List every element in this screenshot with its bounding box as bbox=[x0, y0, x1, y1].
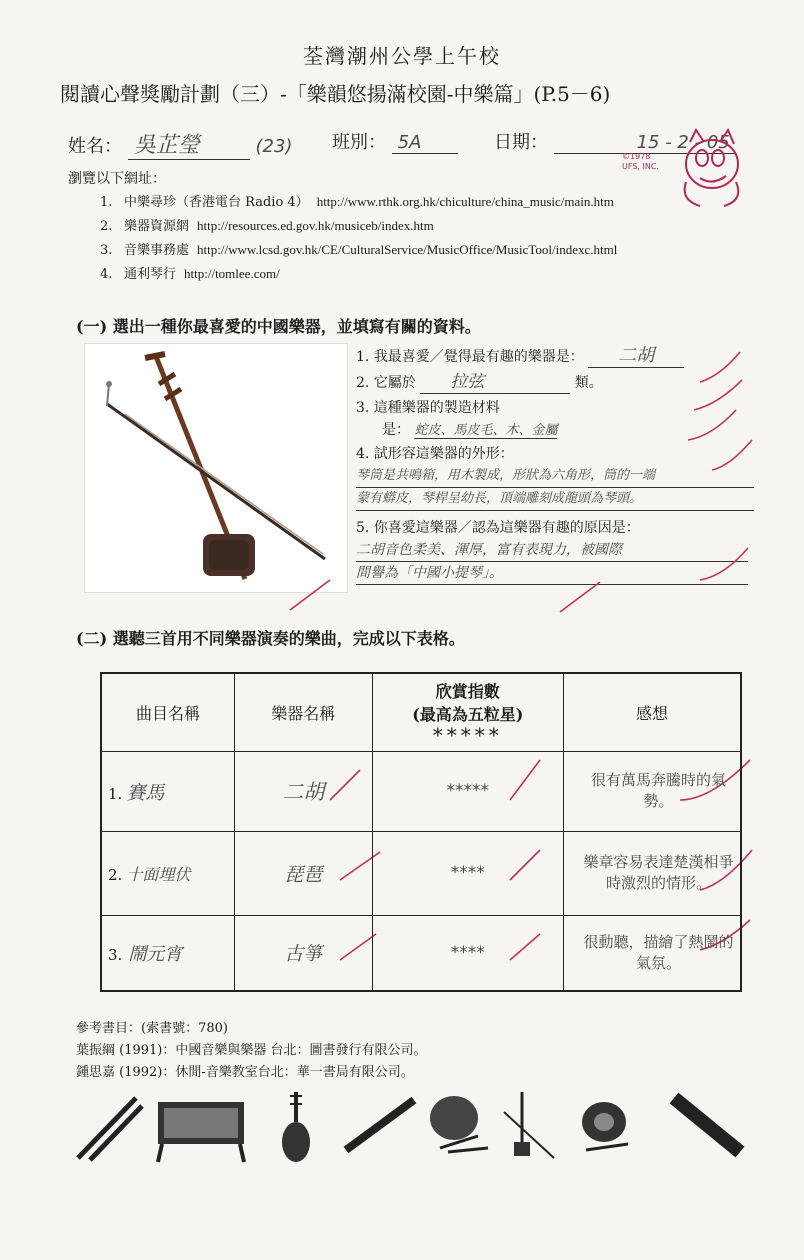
answer-5-line-1: 二胡音色柔美、渾厚，富有表現力，被國際 bbox=[356, 539, 748, 562]
references: 參考書目：(索書號：780) 葉振綱 (1991)：中國音樂與樂器 台北：圖書發行有限公司。 鍾思嘉 (1992)：休閒-音樂教室台北：華一書局有限公司。 bbox=[76, 1021, 427, 1080]
list-item: 3. 音樂事務處 http://www.lcsd.gov.hk/CE/CulturalService/MusicOffice/MusicTool/indexc.html bbox=[100, 242, 618, 258]
worksheet-title: 閱讀心聲獎勵計劃（三）-「樂韻悠揚滿校園-中樂篇」(P.5－6) bbox=[60, 82, 611, 106]
pipa-icon bbox=[282, 1092, 310, 1162]
answer-5-line-2: 間譽為「中國小提琴」。 bbox=[356, 562, 748, 585]
student-number: (23) bbox=[255, 136, 293, 157]
list-item: 4. 通利琴行 http://tomlee.com/ bbox=[100, 266, 280, 282]
date-value: 15 - 2 - 05 bbox=[554, 132, 736, 154]
answer-2: 拉弦 bbox=[420, 371, 570, 394]
table-row: 3. 鬧元宵 古箏 **** 很動聽，描繪了熱鬧的氣氛。 bbox=[101, 915, 741, 991]
erhu-icon bbox=[504, 1092, 554, 1158]
answer-4-line-2: 蒙有蟒皮，琴桿呈幼長，頂端雕刻成龍頭為琴頭。 bbox=[356, 488, 754, 511]
link[interactable]: http://tomlee.com/ bbox=[184, 266, 280, 281]
class-label: 班別： bbox=[332, 132, 386, 153]
music-table bbox=[100, 672, 742, 992]
question-5: 5. 你喜愛這樂器／認為這樂器有趣的原因是： 二胡音色柔美、渾厚，富有表現力，被國際 間譽為「中國小提琴」。 bbox=[356, 517, 756, 585]
drumsticks-icon bbox=[78, 1098, 142, 1160]
question-3: 3. 這種樂器的製造材料 是： 蛇皮、馬皮毛、木、金屬 bbox=[356, 400, 558, 438]
school-name: 荃灣潮州公學上午校 bbox=[303, 44, 501, 68]
date-label: 日期： bbox=[494, 132, 548, 153]
yangqin-icon bbox=[158, 1102, 244, 1162]
gong-icon bbox=[582, 1102, 628, 1150]
header-comment: 感想 bbox=[564, 673, 741, 751]
header-title: 曲目名稱 bbox=[101, 673, 235, 751]
header-rating: 欣賞指數 (最高為五粒星) ***** bbox=[372, 673, 563, 751]
sheng-icon bbox=[674, 1098, 740, 1152]
flute-icon bbox=[346, 1100, 414, 1150]
question-2: 2. 它屬於 拉弦 類。 bbox=[356, 372, 603, 392]
answer-3: 蛇皮、馬皮毛、木、金屬 bbox=[414, 423, 558, 438]
table-row: 1. 賽馬 二胡 ***** 很有萬馬奔騰時的氣勢。 bbox=[101, 751, 741, 831]
answer-4-line-1: 琴筒是共鳴箱，用木製成，形狀為六角形，筒的一端 bbox=[356, 465, 754, 488]
table-row: 2. 十面埋伏 琵琶 **** 樂章容易表達楚漢相爭時激烈的情形。 bbox=[101, 831, 741, 915]
question-4: 4. 試形容這樂器的外形： 琴筒是共鳴箱，用木製成，形狀為六角形，筒的一端 蒙有蟒皮，琴桿呈幼長，頂端雕刻成龍頭為琴頭。 bbox=[356, 443, 756, 511]
name-value: 吳芷瑩 bbox=[128, 128, 250, 160]
section-2-heading: (二) 選聽三首用不同樂器演奏的樂曲，完成以下表格。 bbox=[76, 629, 465, 648]
browse-label: 瀏覽以下網址： bbox=[68, 171, 166, 187]
list-item: 1. 中樂尋珍（香港電台 Radio 4） http://www.rthk.org.hk/chiculture/china_music/main.htm bbox=[100, 194, 614, 210]
header-instrument: 樂器名稱 bbox=[235, 673, 373, 751]
answer-1: 二胡 bbox=[588, 345, 684, 368]
drum-icon bbox=[430, 1096, 488, 1152]
section-1-heading: (一) 選出一種你最喜愛的中國樂器，並填寫有關的資料。 bbox=[76, 317, 481, 336]
instrument-icons bbox=[76, 1088, 756, 1164]
class-value: 5A bbox=[392, 132, 458, 154]
name-label: 姓名： bbox=[68, 136, 122, 157]
table-header-row bbox=[101, 673, 741, 751]
question-1: 1. 我最喜愛／覺得最有趣的樂器是： 二胡 bbox=[356, 345, 756, 368]
link[interactable]: http://resources.ed.gov.hk/musiceb/index.htm bbox=[197, 218, 434, 233]
link[interactable]: http://www.rthk.org.hk/chiculture/china_music/main.htm bbox=[316, 194, 614, 209]
link[interactable]: http://www.lcsd.gov.hk/CE/CulturalService/MusicOffice/MusicTool/indexc.html bbox=[197, 242, 618, 257]
list-item: 2. 樂器資源網 http://resources.ed.gov.hk/musiceb/index.htm bbox=[100, 218, 434, 234]
stamp-text: ©1978 UFS, INC. bbox=[622, 152, 659, 171]
